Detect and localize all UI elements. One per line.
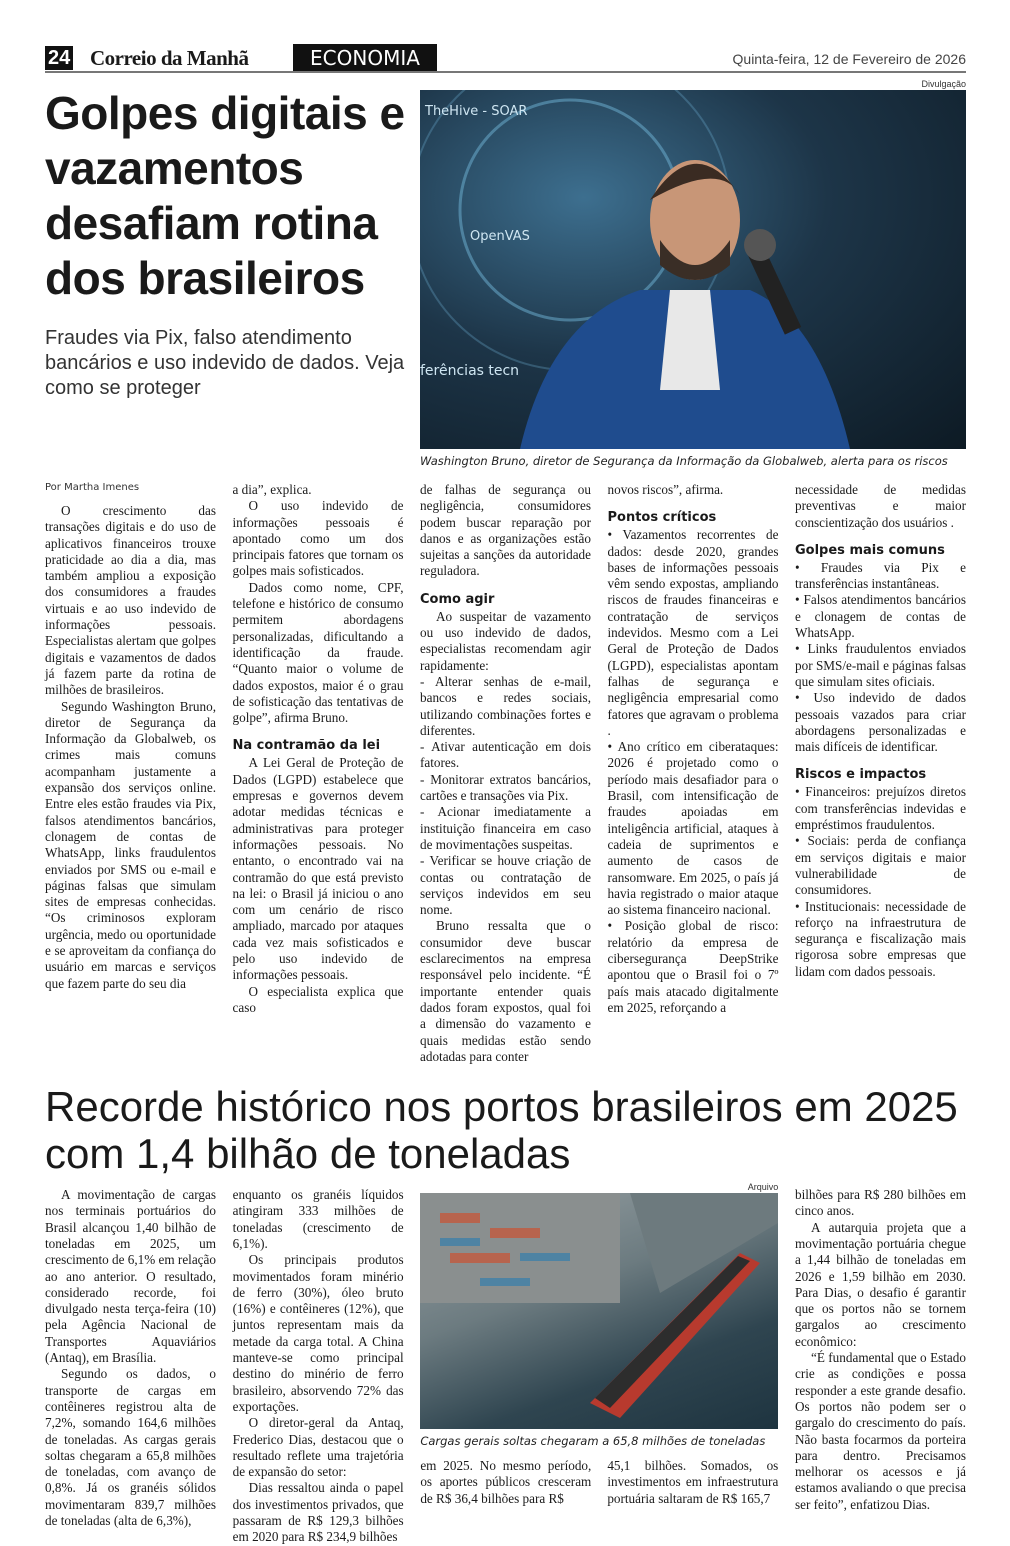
paragraph: “É fundamental que o Estado crie as condições e possa responder a este grande desafio. Os portos não podem ser o gargalo do crescimento do país. Não basta focarmos da porteira para dentro. Precisamos melhorar os acessos e já estamos avaliando o que precisa ser feito”, enfatizou Dias. <box>794 1350 966 1512</box>
paragraph-continued: a dia”, explica. <box>232 482 312 497</box>
paragraph-continued: 45,1 bilhões. Somados, os investimentos em infraestrutura portuária saltaram de R$ 165,7 <box>607 1458 779 1506</box>
paragraph-continued: enquanto os granéis líquidos atingiram 333 milhões de toneladas (crescimento de 6,1%). <box>232 1187 404 1251</box>
article2-photo-subcolumns <box>420 1458 778 1507</box>
subheading: Golpes mais comuns <box>795 542 945 558</box>
article2-column <box>607 1458 778 1507</box>
subheading: Na contramão da lei <box>232 738 381 754</box>
bullet-item: • Vazamentos recorrentes de dados: desde 2020, grandes bases de informações pessoais vêm sendo expostas, ampliando riscos de fraudes financeiras e contratação de serviços indevidos. Mesmo com a Lei Geral de Proteção de Dados (LGPD), especialistas apontam falhas de segurança e negligência empresarial como fatores que agravam o problema . <box>607 527 779 738</box>
list-item: - Monitorar extratos bancários, cartões e transações via Pix. <box>420 771 591 804</box>
screen-text: ferências tecn <box>420 363 520 379</box>
article2-photo-block <box>420 1181 778 1507</box>
paragraph-continued: em 2025. No mesmo período, os aportes públicos cresceram de R$ 36,4 bilhões para R$ <box>420 1458 592 1506</box>
article2-photo-credit: Arquivo <box>747 1182 779 1193</box>
article1-column <box>233 482 404 1016</box>
list-item: - Verificar se houve criação de contas ou contratação de serviços indevidos em seu nome. <box>420 853 591 918</box>
screen-text: OpenVAS <box>470 229 530 244</box>
article1-photo-caption: Washington Bruno, diretor de Segurança da Informação da Globalweb, alerta para os riscos <box>420 454 948 468</box>
byline: Por Martha Imenes <box>45 482 140 493</box>
screen-text: TheHive - SOAR <box>425 104 528 119</box>
bullet-item: • Links fraudulentos enviados por SMS/e-mail e páginas falsas que simulam sites oficiais. <box>795 641 966 689</box>
article2-photo-caption: Cargas gerais soltas chegaram a 65,8 milhões de toneladas <box>420 1434 766 1449</box>
bullet-item: • Uso indevido de dados pessoais vazados para criar abordagens personalizadas e mais difíceis de identificar. <box>795 690 966 755</box>
article1-top <box>45 78 966 468</box>
bullet-item: • Posição global de risco: relatório da empresa de cibersegurança DeepStrike apontou que o Brasil foi o 7º país mais atacado digitalmente em 2025, reforçando a <box>607 918 779 1015</box>
bullet-item: • Ano crítico em ciberataques: 2026 é projetado como o período mais desafiador para o Brasil, com intensificação de fraudes apoiadas em inteligência artificial, ataques à cadeia de suprimentos e aumento de casos de ransomware. Em 2025, o país já havia registrado o maior ataque ao sistema financeiro nacional. <box>607 739 779 918</box>
paragraph: Dados como nome, CPF, telefone e histórico de consumo permitem abordagens personalizadas, dificultando a identificação da fraude. “Quanto maior o volume de dados expostos, maior é o grau de sofisticação das tentativas de golpe”, afirma Bruno. <box>232 579 404 726</box>
subheading: Pontos críticos <box>607 510 717 526</box>
article1-headline: Golpes digitais e vazamentos desafiam rotina dos brasileiros <box>45 87 405 304</box>
issue-date: Quinta-feira, 12 de Fevereiro de 2026 <box>732 51 966 67</box>
paragraph: Segundo os dados, o transporte de cargas em contêineres registrou alta de 7,2%, somando 164,6 milhões de toneladas. As cargas gerais soltas chegaram a 65,8 milhões de toneladas, com avanço de 0,8%. Já os granéis sólidos movimentaram 839,7 milhões de toneladas (alta de 6,3%), <box>45 1366 216 1529</box>
paragraph: Bruno ressalta que o consumidor deve buscar esclarecimentos na empresa responsável pelo incidente. “É importante entender quais dados foram expostos, qual foi a dimensão do vazamento e quais medidas estão sendo adotadas para conter <box>420 918 591 1064</box>
article2-column <box>795 1181 966 1513</box>
article1-column <box>420 482 591 1065</box>
paragraph: A autarquia projeta que a movimentação portuária chegue a 1,44 bilhão de toneladas em 2026 e 1,59 bilhão em 2030. Para Dias, o desafio é garantir que os portos não se tornem gargalos ao crescimento econômico: <box>794 1219 966 1349</box>
paragraph-continued: novos riscos”, afirma. <box>607 482 724 497</box>
paragraph: A Lei Geral de Proteção de Dados (LGPD) estabelece que empresas e governos devem adotar medidas técnicas e administrativas para proteger informações pessoais. No entanto, o encontrado vai na contramão do que está previsto na lei: o Brasil já iniciou o ano com um cenário de risco ampliado, marcado por ataques cada vez mais sofisticados e pelo uso indevido de informações pessoais. <box>232 755 404 983</box>
article1-photo <box>420 90 966 449</box>
article2-column <box>233 1181 404 1546</box>
section-label: ECONOMIA <box>293 44 437 72</box>
port-aerial-illustration <box>420 1193 778 1429</box>
article1-column <box>608 482 779 1016</box>
newspaper-logo: Correio da Manhã <box>90 46 249 70</box>
paragraph: O especialista explica que caso <box>232 983 404 1015</box>
article2-headline: Recorde histórico nos portos brasileiros em 2025 com 1,4 bilhão de toneladas <box>45 1083 958 1178</box>
paragraph: O diretor-geral da Antaq, Frederico Dias, destacou que o resultado reflete uma trajetória de expansão do setor: <box>232 1415 404 1480</box>
paragraph-continued: necessidade de medidas preventivas e maior conscientização dos usuários . <box>795 482 966 530</box>
article2-body <box>45 1181 966 1546</box>
list-item: - Ativar autenticação em dois fatores. <box>420 739 591 771</box>
paragraph: A movimentação de cargas nos terminais portuários do Brasil alcançou 1,40 bilhão de toneladas em 2025, um crescimento de 6,1% em relação ao ano anterior. O resultado, considerado recorde, foi divulgado nesta terça-feira (10) pela Agência Nacional de Transportes Aquaviários (Antaq), em Brasília. <box>45 1187 216 1366</box>
article2-column <box>45 1181 216 1529</box>
paragraph: Segundo Washington Bruno, diretor de Segurança da Informação da Globalweb, os crimes mais comuns acompanham justamente a expansão dos serviços online. Entre eles estão fraudes via Pix, falsos atendimentos bancários, clonagem de contas de WhatsApp, links fraudulentos enviados por SMS ou e-mail e páginas falsas que simulam sites de empresas conhecidas. “Os criminosos exploram urgência, medo ou oportunidade e se aproveitam da confiança do usuário em marcas e serviços que fazem parte do seu dia <box>45 698 216 991</box>
speaker-photo-illustration <box>420 90 966 449</box>
subheading: Como agir <box>420 591 495 607</box>
article1-column <box>795 482 966 980</box>
article2-photo <box>420 1193 778 1429</box>
bullet-item: • Falsos atendimentos bancários e clonagem de contas de WhatsApp. <box>795 592 966 641</box>
article1-column <box>45 482 216 992</box>
article1-body <box>45 482 966 1065</box>
article1-heading-block <box>45 78 417 401</box>
page-content <box>45 78 966 1546</box>
paragraph: Os principais produtos movimentados foram minério de ferro (30%), óleo bruto (16%) e contêineres (12%), que juntos representam mais da metade da carga total. A China manteve-se como principal destino do minério de ferro brasileiro, absorvendo 72% das exportações. <box>232 1252 404 1414</box>
article2-column <box>420 1458 591 1507</box>
paragraph-continued: bilhões para R$ 280 bilhões em cinco anos. <box>794 1187 966 1219</box>
bullet-item: • Institucionais: necessidade de reforço na infraestrutura de segurança e fiscalização mais rigorosa sobre empresas que lidam com dados pessoais. <box>795 898 966 979</box>
paragraph-continued: de falhas de segurança ou negligência, consumidores podem buscar reparação por danos e as organizações estão sujeitas a sanções da autoridade reguladora. <box>420 482 591 579</box>
bullet-item: • Sociais: perda de confiança em serviços digitais e maior vulnerabilidade de consumidores. <box>795 833 966 898</box>
paragraph: O uso indevido de informações pessoais é apontado como um dos principais fatores que tornam os golpes mais sofisticados. <box>232 498 404 579</box>
paragraph: Ao suspeitar de vazamento ou uso indevido de dados, especialistas recomendam agir rapidamente: <box>420 608 591 673</box>
paragraph: O crescimento das transações digitais e do uso de aplicativos financeiros trouxe praticidade ao dia a dia, mas também ampliou a exposição dos consumidores a fraudes virtuais e ao uso indevido de informações pessoais. Especialistas alertam que golpes digitais e vazamentos de dados já fazem parte da rotina de milhões de brasileiros. <box>45 503 217 698</box>
bullet-item: • Fraudes via Pix e transferências instantâneas. <box>795 559 966 592</box>
article1-photo-credit: Divulgação <box>921 79 966 89</box>
paragraph: Dias ressaltou ainda o papel dos investimentos privados, que passaram de R$ 129,3 bilhões em 2020 para R$ 234,9 bilhões <box>232 1480 404 1545</box>
subheading: Riscos e impactos <box>795 767 927 783</box>
article1-deck: Fraudes via Pix, falso atendimento bancários e uso indevido de dados. Veja como se proteger <box>45 327 405 399</box>
list-item: - Acionar imediatamente a instituição financeira em caso de movimentações suspeitas. <box>420 804 591 852</box>
list-item: - Alterar senhas de e-mail, bancos e redes sociais, utilizando combinações fortes e diferentes. <box>420 673 591 738</box>
header-rule <box>45 71 966 73</box>
page-number: 24 <box>45 46 73 70</box>
bullet-item: • Financeiros: prejuízos diretos com transferências indevidas e empréstimos fraudulentos. <box>795 784 966 833</box>
article1-photo-block <box>420 78 966 468</box>
